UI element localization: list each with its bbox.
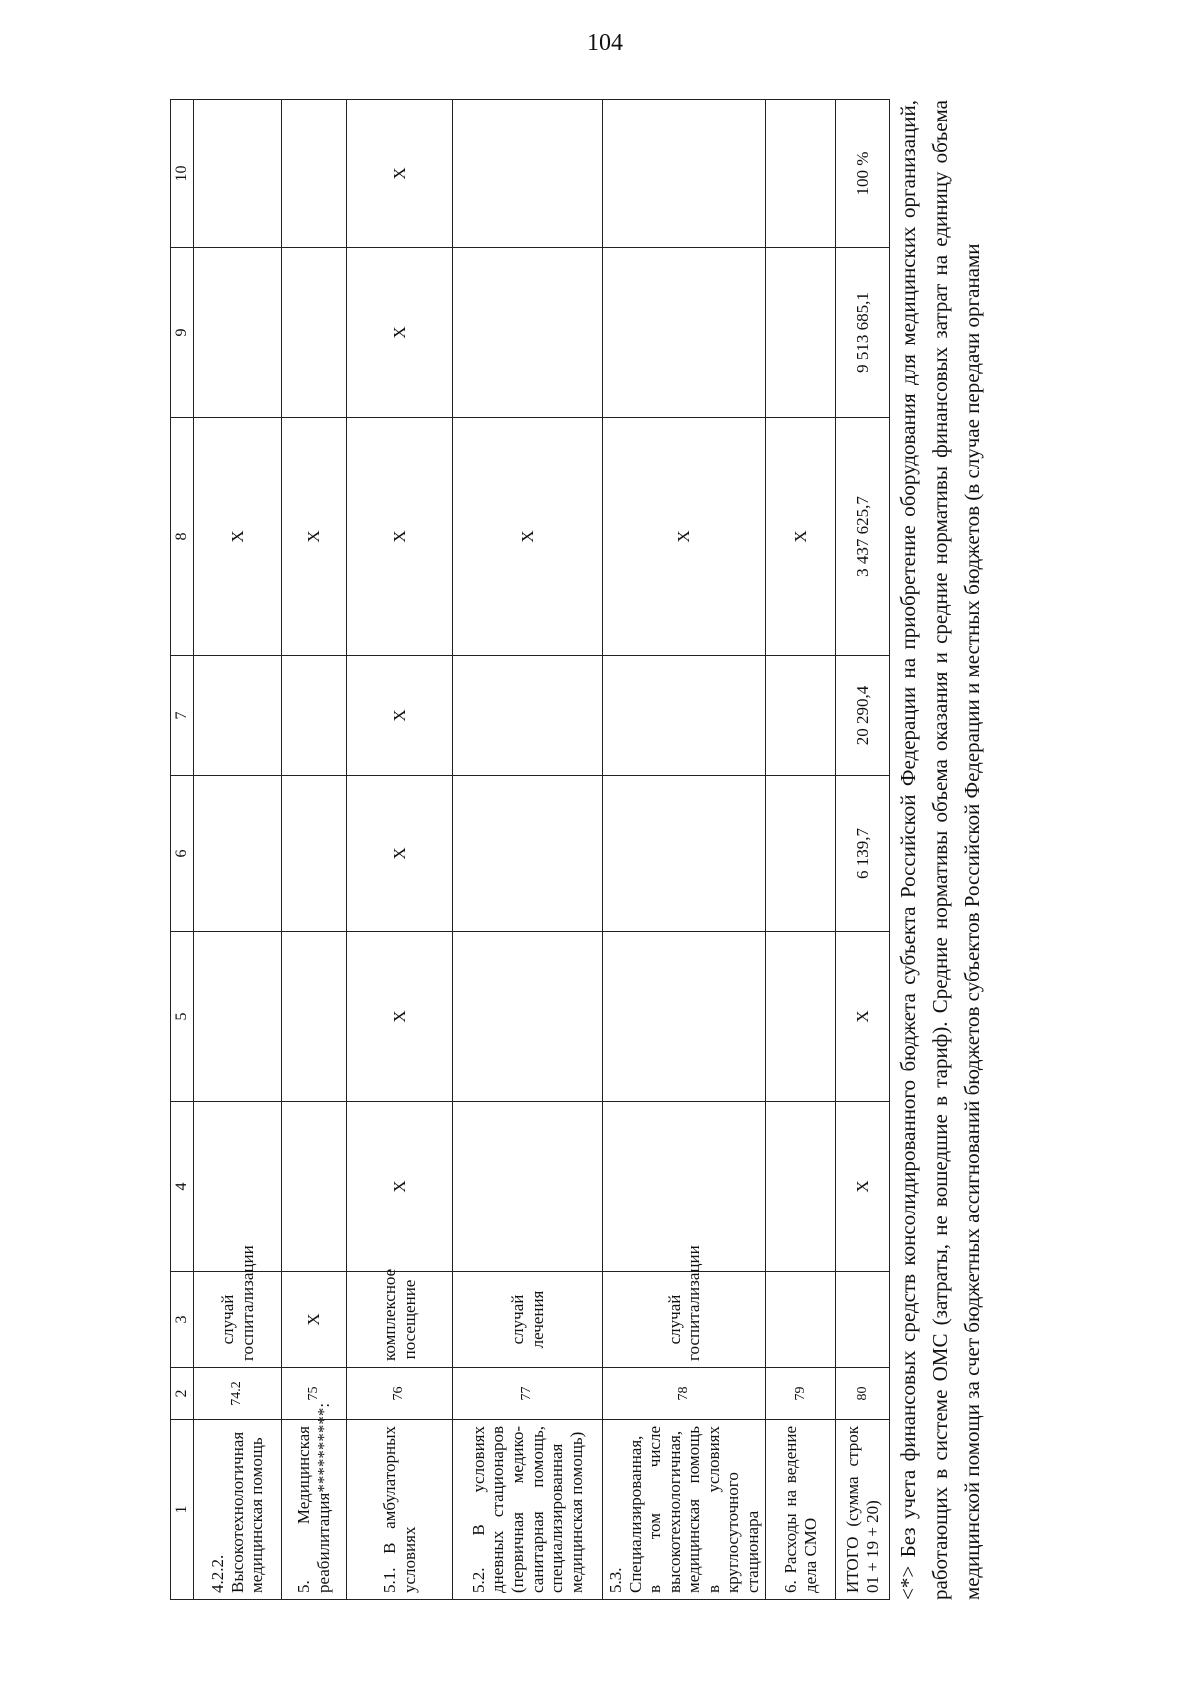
row-cell xyxy=(766,100,836,248)
row-cell xyxy=(194,656,282,776)
row-cell: Х xyxy=(836,1102,890,1272)
row-name: 4.2.2. Высокотехнологичная медицинская помощь xyxy=(194,1420,282,1600)
row-cell: Х xyxy=(836,932,890,1102)
row-name: ИТОГО (сумма строк 01 + 19 + 20) xyxy=(836,1420,890,1600)
row-cell xyxy=(766,248,836,418)
row-cell: Х xyxy=(347,418,453,656)
rotated-content xyxy=(170,100,1090,1600)
header-cell: 4 xyxy=(171,1102,194,1272)
table-row xyxy=(347,100,453,1600)
row-cell xyxy=(603,248,766,418)
row-cell xyxy=(453,1102,603,1272)
header-row xyxy=(171,100,194,1600)
row-cell: 100 % xyxy=(836,100,890,248)
row-name: 5.3. Специализированная, в том числе высокотехнологичная, медицинская помощь в условиях круглосуточного стационара xyxy=(603,1420,766,1600)
row-cell: 20 290,4 xyxy=(836,656,890,776)
table-row xyxy=(194,100,282,1600)
row-cell xyxy=(453,248,603,418)
row-unit: случай госпитализации xyxy=(194,1272,282,1368)
total-row xyxy=(836,100,890,1600)
row-unit: случай госпитализации xyxy=(603,1272,766,1368)
row-cell xyxy=(282,776,347,932)
row-name: 5. Медицинская реабилитация**********: xyxy=(282,1420,347,1600)
header-cell: 7 xyxy=(171,656,194,776)
row-cell xyxy=(766,1102,836,1272)
row-cell xyxy=(194,100,282,248)
row-cell: Х xyxy=(347,248,453,418)
row-cell: 9 513 685,1 xyxy=(836,248,890,418)
row-cell xyxy=(766,932,836,1102)
row-name: 5.1. В амбулаторных условиях xyxy=(347,1420,453,1600)
header-cell: 9 xyxy=(171,248,194,418)
row-cell xyxy=(453,100,603,248)
row-cell xyxy=(194,932,282,1102)
row-cell xyxy=(603,656,766,776)
row-cell: Х xyxy=(347,100,453,248)
row-code: 75 xyxy=(282,1368,347,1420)
row-cell: Х xyxy=(347,1102,453,1272)
row-code: 76 xyxy=(347,1368,453,1420)
row-cell xyxy=(282,248,347,418)
row-cell xyxy=(453,776,603,932)
row-cell xyxy=(453,932,603,1102)
header-cell: 5 xyxy=(171,932,194,1102)
page-number: 104 xyxy=(587,30,623,56)
row-cell xyxy=(282,656,347,776)
row-unit: комплексное посещение xyxy=(347,1272,453,1368)
table-row xyxy=(603,100,766,1600)
row-code: 80 xyxy=(836,1368,890,1420)
table-row xyxy=(766,100,836,1600)
row-name: 5.2. В условиях дневных стационаров (первичная медико-санитарная помощь, специализированная медицинская помощь) xyxy=(453,1420,603,1600)
header-cell: 3 xyxy=(171,1272,194,1368)
row-cell xyxy=(603,100,766,248)
header-cell: 6 xyxy=(171,776,194,932)
row-unit: Х xyxy=(282,1272,347,1368)
row-cell: Х xyxy=(453,418,603,656)
row-cell: 6 139,7 xyxy=(836,776,890,932)
data-table xyxy=(170,99,890,1600)
row-cell xyxy=(603,932,766,1102)
table-row xyxy=(282,100,347,1600)
row-cell: Х xyxy=(282,418,347,656)
row-cell xyxy=(603,776,766,932)
row-cell xyxy=(282,100,347,248)
header-cell: 10 xyxy=(171,100,194,248)
row-cell: Х xyxy=(347,932,453,1102)
row-cell xyxy=(282,1102,347,1272)
header-cell: 1 xyxy=(171,1420,194,1600)
row-code: 74.2 xyxy=(194,1368,282,1420)
row-cell: Х xyxy=(347,656,453,776)
row-cell xyxy=(282,932,347,1102)
row-cell xyxy=(194,248,282,418)
header-cell: 2 xyxy=(171,1368,194,1420)
row-cell: Х xyxy=(766,418,836,656)
row-cell: Х xyxy=(603,418,766,656)
row-cell: Х xyxy=(194,418,282,656)
row-unit xyxy=(766,1272,836,1368)
row-code: 79 xyxy=(766,1368,836,1420)
row-cell xyxy=(766,776,836,932)
row-cell: 3 437 625,7 xyxy=(836,418,890,656)
table-row xyxy=(453,100,603,1600)
footnote: <*> Без учета финансовых средств консолидированного бюджета субъекта Российской Федерации на приобретение оборудования для медицинских организаций, работающих в системе ОМС (затраты, не вошедшие в тариф). Средние нормативы объема оказания и средние нормативы финансовых затрат на единицу объема медицинской помощи за счет бюджетных ассигнований бюджетов субъектов Российской Федерации и местных бюджетов (в случае передачи органами xyxy=(896,100,984,1600)
row-unit: случай лечения xyxy=(453,1272,603,1368)
row-cell: Х xyxy=(347,776,453,932)
row-cell xyxy=(766,656,836,776)
row-name: 6. Расходы на ведение дела СМО xyxy=(766,1420,836,1600)
row-cell xyxy=(194,776,282,932)
row-cell xyxy=(453,656,603,776)
row-unit xyxy=(836,1272,890,1368)
row-code: 78 xyxy=(603,1368,766,1420)
header-cell: 8 xyxy=(171,418,194,656)
row-code: 77 xyxy=(453,1368,603,1420)
